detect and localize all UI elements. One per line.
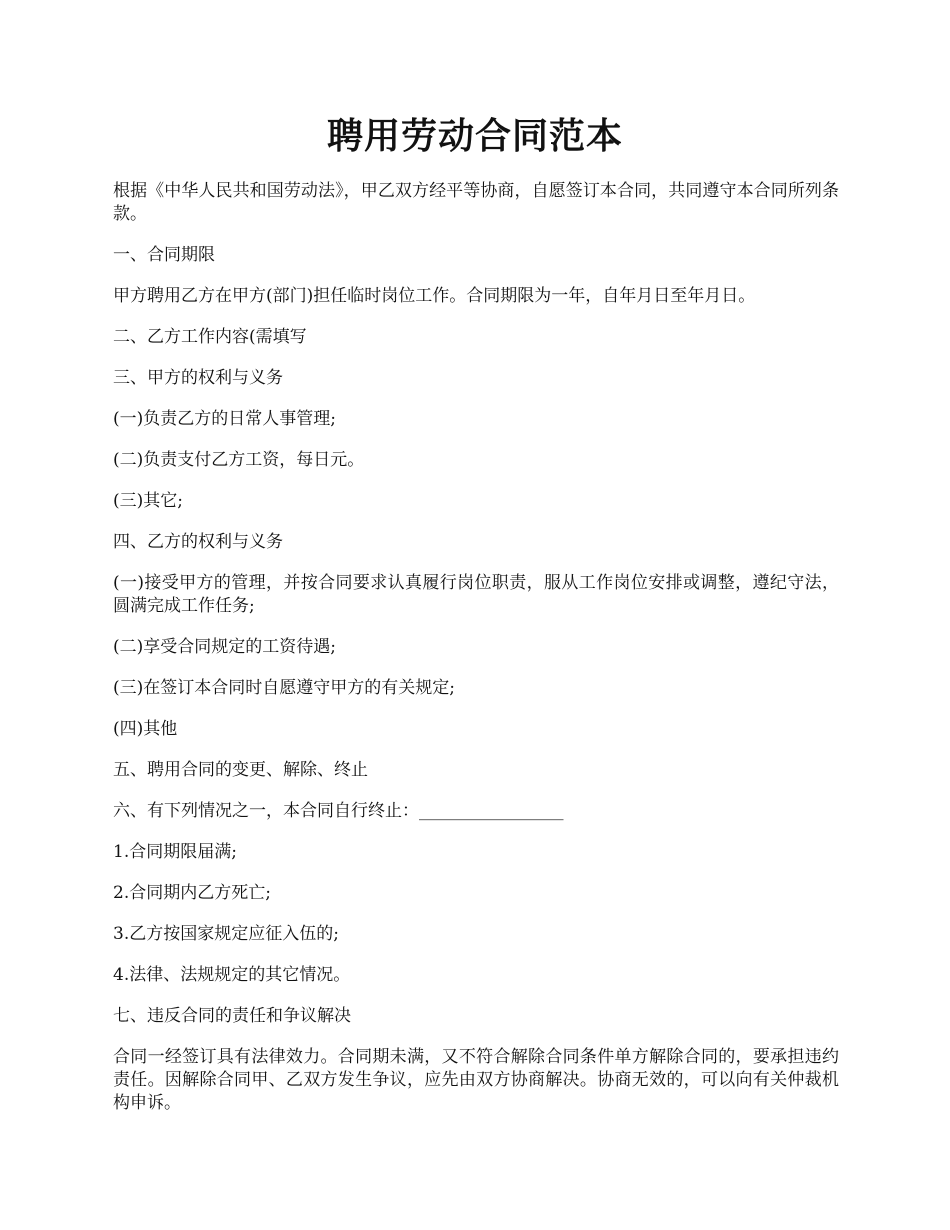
document-title: 聘用劳动合同范本 bbox=[326, 115, 623, 157]
section-heading-party-b: 四、乙方的权利与义务 bbox=[113, 532, 283, 552]
clause-party-a-1: (一)负责乙方的日常人事管理; bbox=[113, 409, 336, 429]
section-heading-work-content: 二、乙方工作内容(需填写 bbox=[113, 327, 307, 347]
document-body bbox=[113, 180, 839, 1115]
clause-termination-3: 3.乙方按国家规定应征入伍的; bbox=[113, 924, 339, 944]
clause-party-b-3: (三)在签订本合同时自愿遵守甲方的有关规定; bbox=[113, 678, 455, 698]
clause-party-b-1: (一)接受甲方的管理，并按合同要求认真履行岗位职责，服从工作岗位安排或调整，遵纪守法，圆满完成工作任务; bbox=[113, 573, 839, 616]
section-heading-change: 五、聘用合同的变更、解除、终止 bbox=[113, 760, 368, 780]
section-heading-term: 一、合同期限 bbox=[113, 245, 215, 265]
section-heading-party-a: 三、甲方的权利与义务 bbox=[113, 368, 283, 388]
clause-party-a-3: (三)其它; bbox=[113, 491, 183, 511]
clause-termination-1: 1.合同期限届满; bbox=[113, 842, 237, 862]
clause-party-a-2: (二)负责支付乙方工资，每日元。 bbox=[113, 450, 365, 470]
paragraph-term: 甲方聘用乙方在甲方(部门)担任临时岗位工作。合同期限为一年，自年月日至年月日。 bbox=[113, 286, 756, 306]
section-heading-termination: 六、有下列情况之一，本合同自行终止：_________________ bbox=[113, 801, 564, 821]
clause-party-b-4: (四)其他 bbox=[113, 719, 178, 739]
clause-termination-2: 2.合同期内乙方死亡; bbox=[113, 883, 271, 903]
clause-termination-4: 4.法律、法规规定的其它情况。 bbox=[113, 965, 351, 985]
section-heading-liability: 七、违反合同的责任和争议解决 bbox=[113, 1006, 351, 1026]
paragraph-liability: 合同一经签订具有法律效力。合同期未满，又不符合解除合同条件单方解除合同的，要承担违约责任。因解除合同甲、乙双方发生争议，应先由双方协商解决。协商无效的，可以向有关仲裁机构申诉。 bbox=[113, 1047, 839, 1113]
paragraph-preamble: 根据《中华人民共和国劳动法》，甲乙双方经平等协商，自愿签订本合同，共同遵守本合同所列条款。 bbox=[113, 181, 839, 224]
clause-party-b-2: (二)享受合同规定的工资待遇; bbox=[113, 637, 336, 657]
